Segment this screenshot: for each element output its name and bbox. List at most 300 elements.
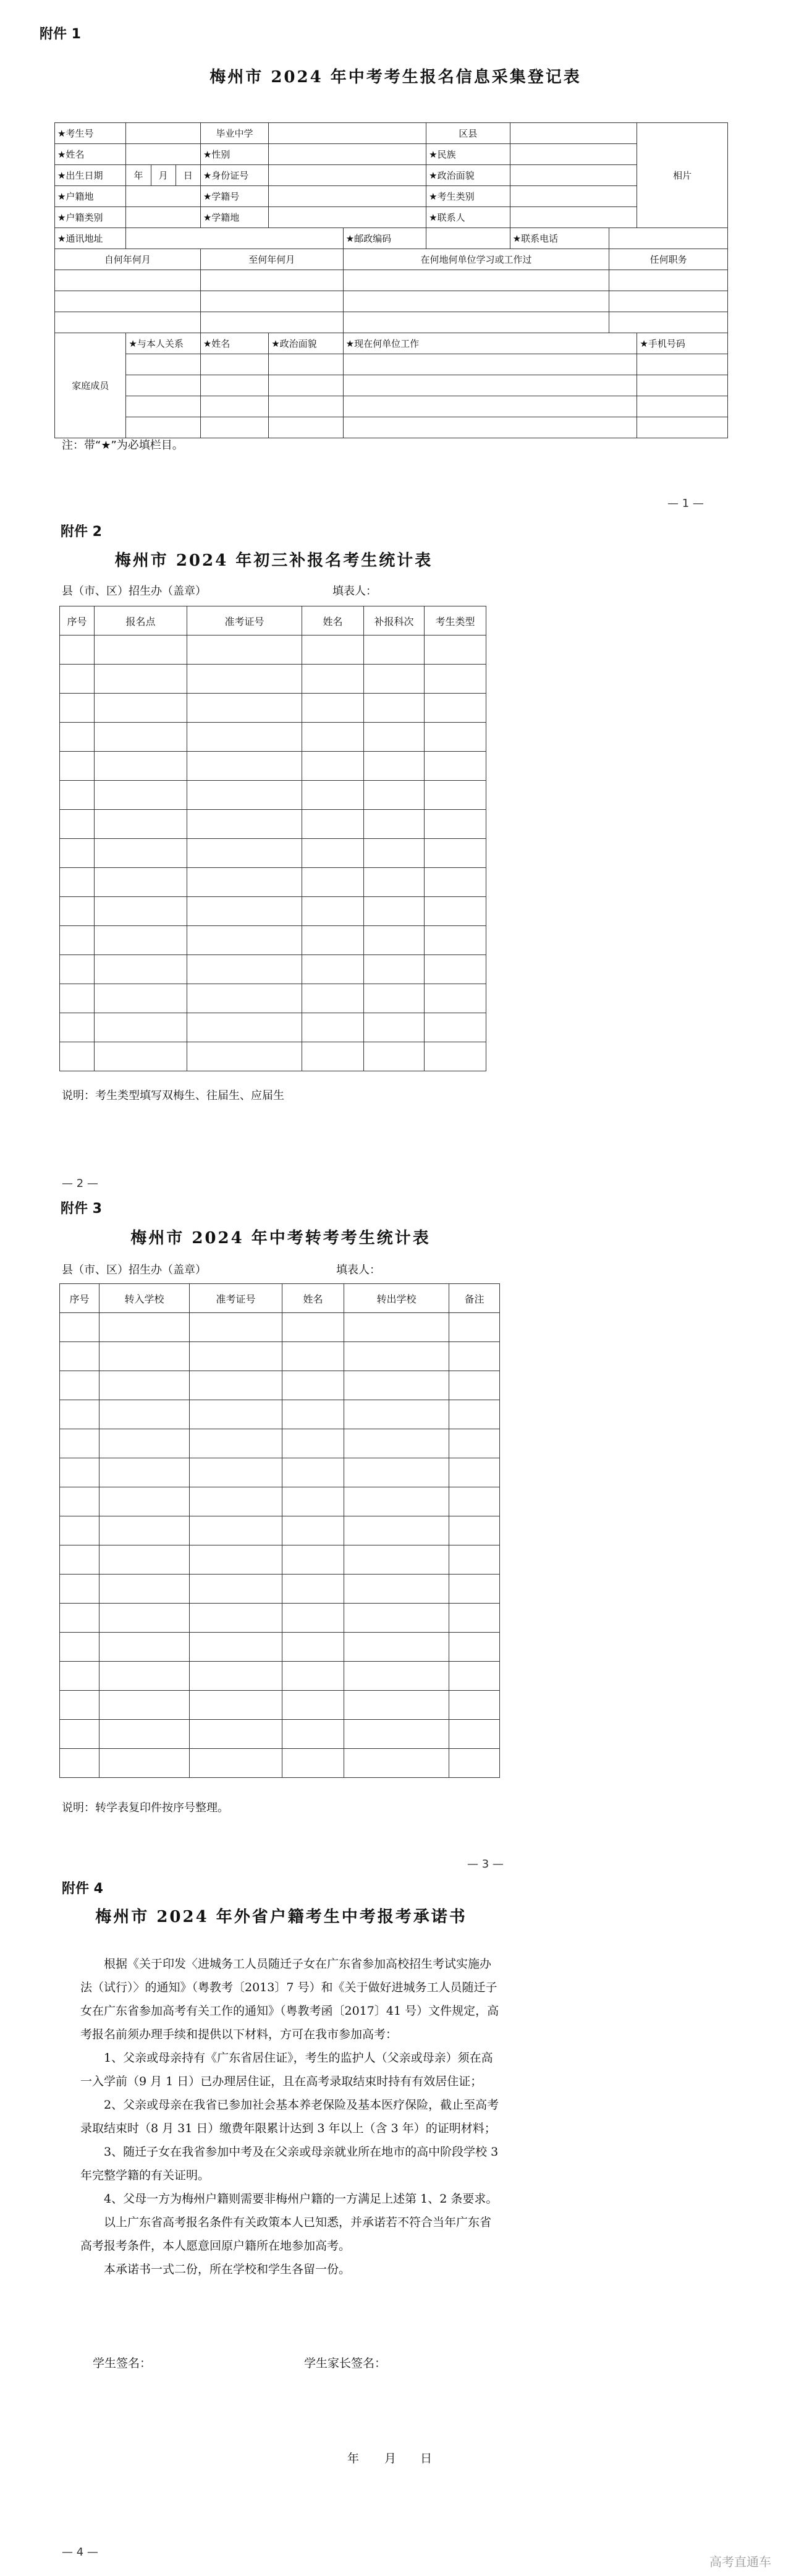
resume-cell[interactable] [200, 312, 343, 333]
table-cell[interactable] [60, 635, 95, 665]
field-student-place: ★学籍地 [200, 207, 268, 228]
table-cell[interactable] [344, 1691, 449, 1720]
field-name: ★姓名 [55, 144, 126, 165]
table-cell[interactable] [60, 1400, 99, 1429]
col-header-remark: 备注 [449, 1284, 500, 1313]
family-cell[interactable] [126, 375, 200, 396]
table-cell[interactable] [60, 1633, 99, 1662]
table-row [60, 1516, 500, 1545]
table-cell[interactable] [302, 926, 364, 955]
table-cell[interactable] [449, 1458, 500, 1487]
page-number-2: — 2 — [62, 1177, 98, 1190]
family-relation-header: ★与本人关系 [126, 333, 200, 354]
table-cell[interactable] [60, 1516, 99, 1545]
table-cell[interactable] [60, 926, 95, 955]
family-cell[interactable] [637, 396, 728, 417]
table-cell[interactable] [190, 1604, 282, 1633]
table-row [60, 635, 486, 665]
table-cell[interactable] [449, 1749, 500, 1778]
field-phone: ★联系电话 [510, 228, 609, 249]
table-cell[interactable] [364, 752, 425, 781]
table-cell[interactable] [99, 1662, 190, 1691]
table-cell[interactable] [95, 752, 187, 781]
resume-cell[interactable] [343, 291, 609, 312]
table-cell[interactable] [344, 1429, 449, 1458]
resume-cell[interactable] [609, 312, 728, 333]
table-cell[interactable] [95, 723, 187, 752]
table-row [60, 1720, 500, 1749]
table-cell[interactable] [60, 1313, 99, 1342]
family-cell[interactable] [200, 375, 268, 396]
table-cell[interactable] [60, 1458, 99, 1487]
table-cell[interactable] [187, 868, 302, 897]
table-cell[interactable] [282, 1575, 344, 1604]
table-cell[interactable] [425, 665, 486, 694]
table-cell[interactable] [425, 723, 486, 752]
family-cell[interactable] [343, 375, 637, 396]
table-row [60, 694, 486, 723]
table-cell[interactable] [344, 1458, 449, 1487]
table-cell[interactable] [364, 665, 425, 694]
table-cell[interactable] [95, 665, 187, 694]
table-cell[interactable] [364, 810, 425, 839]
table-cell[interactable] [60, 1013, 95, 1042]
table-row [60, 1313, 500, 1342]
table-cell[interactable] [282, 1604, 344, 1633]
attachment-label-2: 附件 2 [61, 524, 102, 540]
table-note-2: 说明：考生类型填写双梅生、往届生、应届生 [62, 1089, 284, 1102]
table-cell[interactable] [302, 1042, 364, 1071]
table-cell[interactable] [60, 781, 95, 810]
table-cell[interactable] [344, 1371, 449, 1400]
table-row [60, 1749, 500, 1778]
table-cell[interactable] [60, 810, 95, 839]
family-cell[interactable] [126, 417, 200, 438]
table-cell[interactable] [282, 1662, 344, 1691]
table-cell[interactable] [425, 984, 486, 1013]
table-cell[interactable] [60, 694, 95, 723]
table-cell[interactable] [60, 1691, 99, 1720]
table-cell[interactable] [99, 1400, 190, 1429]
table-cell[interactable] [60, 984, 95, 1013]
table-row [60, 810, 486, 839]
table-cell[interactable] [187, 1042, 302, 1071]
table-cell[interactable] [99, 1458, 190, 1487]
table-cell[interactable] [344, 1516, 449, 1545]
resume-to-header: 至何年何月 [200, 249, 343, 270]
table-cell[interactable] [99, 1633, 190, 1662]
table-cell[interactable] [364, 839, 425, 868]
table-cell[interactable] [449, 1575, 500, 1604]
table-cell[interactable] [190, 1400, 282, 1429]
table-cell[interactable] [99, 1575, 190, 1604]
table-cell[interactable] [364, 781, 425, 810]
table-cell[interactable] [344, 1633, 449, 1662]
field-candidate-type: ★考生类别 [426, 186, 510, 207]
table-row [60, 665, 486, 694]
table-cell[interactable] [425, 1013, 486, 1042]
form-title-1: 梅州市 2024 年中考考生报名信息采集登记表 [209, 68, 582, 87]
table-cell[interactable] [95, 897, 187, 926]
table-cell[interactable] [95, 694, 187, 723]
family-cell[interactable] [343, 417, 637, 438]
table-row [60, 1662, 500, 1691]
page-number-3: — 3 — [467, 1858, 504, 1871]
table-cell[interactable] [449, 1487, 500, 1516]
field-id-number: ★身份证号 [200, 165, 268, 186]
date-month-unit: 月 [384, 2452, 397, 2465]
table-cell[interactable] [99, 1313, 190, 1342]
table-cell[interactable] [99, 1691, 190, 1720]
registration-form [54, 122, 728, 438]
table-row [60, 839, 486, 868]
col-header-type: 考生类型 [425, 606, 486, 635]
table-cell[interactable] [282, 1487, 344, 1516]
table-cell[interactable] [60, 723, 95, 752]
table-cell[interactable] [344, 1313, 449, 1342]
input-county[interactable] [510, 123, 637, 144]
family-political-header: ★政治面貌 [269, 333, 343, 354]
field-ethnicity: ★民族 [426, 144, 510, 165]
parent-signature-label: 学生家长签名： [304, 2357, 387, 2370]
table-cell[interactable] [190, 1662, 282, 1691]
table-cell[interactable] [364, 926, 425, 955]
table-cell[interactable] [99, 1720, 190, 1749]
table-cell[interactable] [344, 1662, 449, 1691]
table-cell[interactable] [99, 1342, 190, 1371]
table-cell[interactable] [302, 1013, 364, 1042]
table-cell[interactable] [187, 723, 302, 752]
table-cell[interactable] [302, 897, 364, 926]
transfer-table [59, 1283, 500, 1778]
table-cell[interactable] [302, 781, 364, 810]
resume-cell[interactable] [55, 312, 201, 333]
table-cell[interactable] [425, 897, 486, 926]
table-cell[interactable] [425, 868, 486, 897]
table-cell[interactable] [425, 635, 486, 665]
table-cell[interactable] [60, 665, 95, 694]
family-cell[interactable] [269, 417, 343, 438]
table-cell[interactable] [364, 694, 425, 723]
table-cell[interactable] [344, 1720, 449, 1749]
table-cell[interactable] [190, 1720, 282, 1749]
table-cell[interactable] [190, 1749, 282, 1778]
resume-cell[interactable] [55, 270, 201, 291]
table-cell[interactable] [364, 868, 425, 897]
table-cell[interactable] [99, 1604, 190, 1633]
table-cell[interactable] [60, 839, 95, 868]
table-cell[interactable] [60, 1604, 99, 1633]
table-cell[interactable] [95, 984, 187, 1013]
table-cell[interactable] [449, 1604, 500, 1633]
resume-cell[interactable] [55, 291, 201, 312]
table-cell[interactable] [449, 1545, 500, 1575]
table-row [60, 723, 486, 752]
family-cell[interactable] [343, 396, 637, 417]
table-cell[interactable] [364, 1013, 425, 1042]
county-office-label-2: 县（市、区）招生办（盖章） [62, 585, 206, 598]
table-cell[interactable] [302, 694, 364, 723]
table-cell[interactable] [95, 839, 187, 868]
filler-label-2: 填表人： [332, 585, 377, 598]
table-cell[interactable] [282, 1400, 344, 1429]
field-hukou-place: ★户籍地 [55, 186, 126, 207]
table-note-3: 说明：转学表复印件按序号整理。 [62, 1801, 229, 1814]
table-cell[interactable] [302, 810, 364, 839]
table-cell[interactable] [190, 1429, 282, 1458]
table-cell[interactable] [425, 839, 486, 868]
table-cell[interactable] [190, 1371, 282, 1400]
input-student-no[interactable] [269, 186, 426, 207]
table-cell[interactable] [187, 810, 302, 839]
table-cell[interactable] [449, 1400, 500, 1429]
table-cell[interactable] [364, 1042, 425, 1071]
table-cell[interactable] [449, 1662, 500, 1691]
table-cell[interactable] [187, 635, 302, 665]
input-hukou-type[interactable] [126, 207, 200, 228]
input-postcode[interactable] [426, 228, 510, 249]
table-cell[interactable] [95, 1013, 187, 1042]
table-row [60, 1429, 500, 1458]
attachment-label-1: 附件 1 [40, 27, 81, 42]
input-gender[interactable] [269, 144, 426, 165]
table-cell[interactable] [425, 694, 486, 723]
table-cell[interactable] [302, 723, 364, 752]
table-cell[interactable] [60, 1042, 95, 1071]
table-row [60, 1342, 500, 1371]
table-cell[interactable] [95, 868, 187, 897]
table-cell[interactable] [302, 984, 364, 1013]
table-cell[interactable] [190, 1458, 282, 1487]
table-cell[interactable] [190, 1691, 282, 1720]
table-cell[interactable] [60, 897, 95, 926]
input-ethnicity[interactable] [510, 144, 637, 165]
col-header-from-school: 转出学校 [344, 1284, 449, 1313]
table-cell[interactable] [302, 839, 364, 868]
input-contact[interactable] [510, 207, 637, 228]
table-cell[interactable] [449, 1691, 500, 1720]
table-cell[interactable] [425, 926, 486, 955]
col-header-to-school: 转入学校 [99, 1284, 190, 1313]
table-cell[interactable] [425, 781, 486, 810]
family-cell[interactable] [126, 396, 200, 417]
table-cell[interactable] [282, 1691, 344, 1720]
family-cell[interactable] [637, 417, 728, 438]
table-cell[interactable] [60, 1662, 99, 1691]
table-cell[interactable] [60, 1575, 99, 1604]
field-hukou-type: ★户籍类别 [55, 207, 126, 228]
table-row [60, 1633, 500, 1662]
input-student-place[interactable] [269, 207, 426, 228]
input-candidate-type[interactable] [510, 186, 637, 207]
table-cell[interactable] [425, 752, 486, 781]
table-cell[interactable] [187, 1013, 302, 1042]
table-cell[interactable] [449, 1313, 500, 1342]
table-cell[interactable] [187, 752, 302, 781]
table-cell[interactable] [282, 1749, 344, 1778]
table-cell[interactable] [60, 1545, 99, 1575]
table-cell[interactable] [282, 1342, 344, 1371]
table-cell[interactable] [364, 897, 425, 926]
col-header-index: 序号 [60, 1284, 99, 1313]
table-cell[interactable] [302, 752, 364, 781]
table-cell[interactable] [99, 1545, 190, 1575]
table-cell[interactable] [364, 984, 425, 1013]
table-cell[interactable] [449, 1429, 500, 1458]
table-cell[interactable] [95, 635, 187, 665]
table-row [60, 752, 486, 781]
family-cell[interactable] [637, 375, 728, 396]
table-cell[interactable] [190, 1487, 282, 1516]
table-cell[interactable] [449, 1633, 500, 1662]
table-cell[interactable] [282, 1516, 344, 1545]
table-cell[interactable] [95, 1042, 187, 1071]
resume-cell[interactable] [200, 291, 343, 312]
table-cell[interactable] [187, 984, 302, 1013]
table-cell[interactable] [190, 1575, 282, 1604]
table-cell[interactable] [60, 1720, 99, 1749]
resume-duty-header: 任何职务 [609, 249, 728, 270]
table-cell[interactable] [95, 781, 187, 810]
table-cell[interactable] [282, 1429, 344, 1458]
table-cell[interactable] [449, 1720, 500, 1749]
resume-cell[interactable] [609, 291, 728, 312]
table-cell[interactable] [425, 810, 486, 839]
table-cell[interactable] [190, 1545, 282, 1575]
table-cell[interactable] [190, 1516, 282, 1545]
table-cell[interactable] [344, 1487, 449, 1516]
table-cell[interactable] [344, 1545, 449, 1575]
table-cell[interactable] [60, 752, 95, 781]
table-cell[interactable] [99, 1487, 190, 1516]
table-cell[interactable] [60, 1749, 99, 1778]
resume-cell[interactable] [200, 270, 343, 291]
table-cell[interactable] [425, 955, 486, 984]
field-postcode: ★邮政编码 [343, 228, 426, 249]
family-cell[interactable] [200, 396, 268, 417]
county-office-label-3: 县（市、区）招生办（盖章） [62, 1264, 206, 1277]
birth-day-unit: 日 [176, 165, 200, 186]
table-cell[interactable] [364, 723, 425, 752]
pledge-paragraph: 以上广东省高考报名条件有关政策本人已知悉，并承诺若不符合当年广东省高考报考条件，本人愿意回原户籍所在地参加高考。 [80, 2216, 492, 2253]
table-cell[interactable] [282, 1371, 344, 1400]
table-cell[interactable] [344, 1604, 449, 1633]
table-row [60, 1487, 500, 1516]
table-cell[interactable] [344, 1400, 449, 1429]
page-number-4: — 4 — [62, 2546, 98, 2559]
table-cell[interactable] [60, 1342, 99, 1371]
table-cell[interactable] [60, 1487, 99, 1516]
family-cell[interactable] [200, 417, 268, 438]
table-cell[interactable] [302, 868, 364, 897]
table-cell[interactable] [282, 1313, 344, 1342]
table-cell[interactable] [449, 1516, 500, 1545]
family-cell[interactable] [269, 354, 343, 375]
table-row [60, 955, 486, 984]
table-cell[interactable] [95, 955, 187, 984]
table-cell[interactable] [344, 1342, 449, 1371]
col-header-name: 姓名 [282, 1284, 344, 1313]
family-cell[interactable] [126, 354, 200, 375]
family-cell[interactable] [343, 354, 637, 375]
table-cell[interactable] [60, 868, 95, 897]
table-cell[interactable] [449, 1371, 500, 1400]
input-exam-no[interactable] [126, 123, 200, 144]
table-cell[interactable] [282, 1458, 344, 1487]
table-cell[interactable] [282, 1633, 344, 1662]
resume-cell[interactable] [609, 270, 728, 291]
table-cell[interactable] [60, 1371, 99, 1400]
table-cell[interactable] [302, 665, 364, 694]
table-cell[interactable] [99, 1429, 190, 1458]
input-name[interactable] [126, 144, 200, 165]
field-political: ★政治面貌 [426, 165, 510, 186]
table-cell[interactable] [302, 635, 364, 665]
table-cell[interactable] [282, 1720, 344, 1749]
table-cell[interactable] [425, 1042, 486, 1071]
field-school: 毕业中学 [200, 123, 268, 144]
table-cell[interactable] [187, 897, 302, 926]
table-cell[interactable] [187, 926, 302, 955]
attachment-label-4: 附件 4 [62, 1881, 103, 1897]
resume-cell[interactable] [343, 312, 609, 333]
input-address[interactable] [126, 228, 343, 249]
resume-cell[interactable] [343, 270, 609, 291]
table-cell[interactable] [344, 1575, 449, 1604]
family-employer-header: ★现在何单位工作 [343, 333, 637, 354]
table-cell[interactable] [95, 810, 187, 839]
family-cell[interactable] [637, 354, 728, 375]
input-political[interactable] [510, 165, 637, 186]
table-cell[interactable] [190, 1313, 282, 1342]
table-cell[interactable] [282, 1545, 344, 1575]
table-cell[interactable] [187, 781, 302, 810]
table-row [60, 1400, 500, 1429]
table-cell[interactable] [187, 839, 302, 868]
table-cell[interactable] [302, 955, 364, 984]
input-id-number[interactable] [269, 165, 426, 186]
form-title-2: 梅州市 2024 年初三补报名考生统计表 [114, 551, 433, 570]
table-row [60, 1042, 486, 1071]
family-cell[interactable] [200, 354, 268, 375]
resume-where-header: 在何地何单位学习或工作过 [343, 249, 609, 270]
table-cell[interactable] [190, 1633, 282, 1662]
date-day-unit: 日 [420, 2452, 433, 2465]
field-county: 区县 [426, 123, 510, 144]
input-school[interactable] [269, 123, 426, 144]
table-cell[interactable] [364, 635, 425, 665]
table-cell[interactable] [364, 955, 425, 984]
table-cell[interactable] [60, 1429, 99, 1458]
input-phone[interactable] [609, 228, 728, 249]
table-cell[interactable] [187, 955, 302, 984]
table-cell[interactable] [95, 926, 187, 955]
table-cell[interactable] [99, 1371, 190, 1400]
table-cell[interactable] [99, 1516, 190, 1545]
table-cell[interactable] [190, 1342, 282, 1371]
table-row [60, 926, 486, 955]
family-cell[interactable] [269, 396, 343, 417]
table-cell[interactable] [344, 1749, 449, 1778]
table-cell[interactable] [60, 955, 95, 984]
form-title-3: 梅州市 2024 年中考转考考生统计表 [130, 1229, 431, 1248]
table-cell[interactable] [187, 694, 302, 723]
table-cell[interactable] [449, 1342, 500, 1371]
family-cell[interactable] [269, 375, 343, 396]
input-hukou-place[interactable] [126, 186, 200, 207]
table-cell[interactable] [99, 1749, 190, 1778]
table-cell[interactable] [187, 665, 302, 694]
